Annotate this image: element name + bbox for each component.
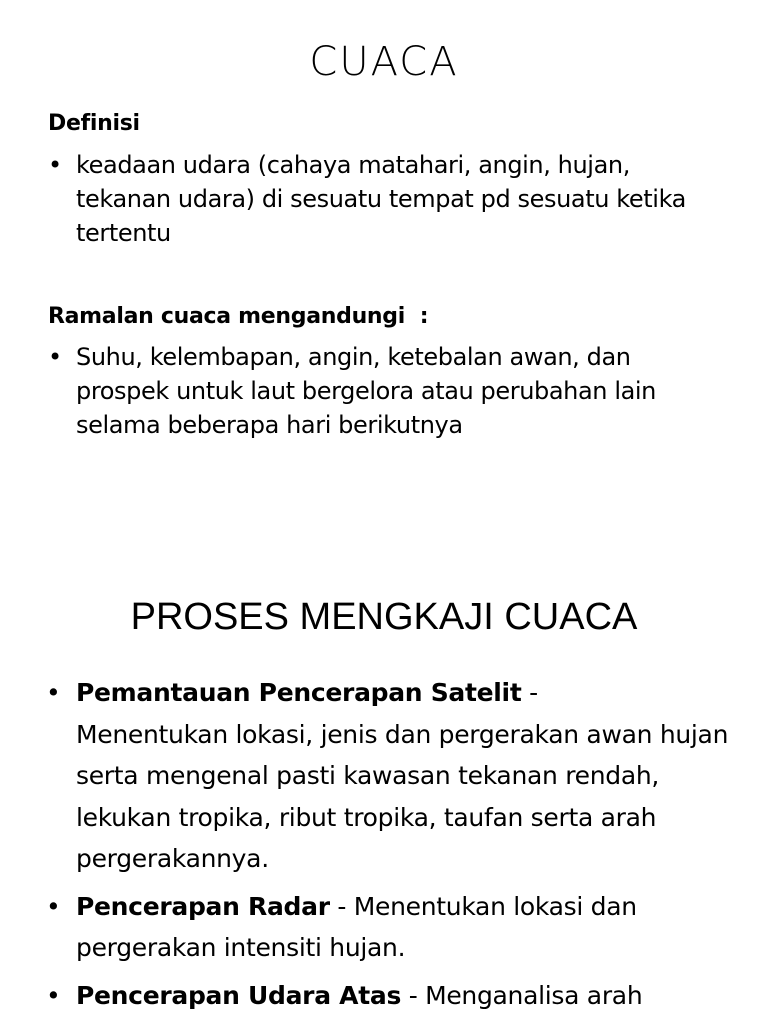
item-description: Menentukan lokasi, jenis dan pergerakan awan hujan serta mengenal pasti kawasan tekanan rendah, lekukan tropika, ribut tropika, taufan serta arah pergerakannya.: [76, 719, 729, 873]
item-term: Pencerapan Udara Atas: [76, 980, 402, 1010]
bullet-icon: •: [46, 891, 61, 921]
heading-ramalan: Ramalan cuaca mengandungi :: [48, 304, 429, 329]
proses-list: [46, 672, 736, 1022]
list-item: [46, 886, 736, 969]
definisi-list: [48, 148, 728, 250]
item-description: Menentukan lokasi dan pergerakan intensiti hujan.: [76, 891, 637, 962]
heading-definisi: Definisi: [48, 111, 140, 136]
slide-title-proses: PROSES MENGKAJI CUACA: [130, 596, 638, 638]
list-item: [48, 340, 728, 442]
bullet-icon: •: [46, 980, 61, 1010]
item-separator: -: [401, 980, 426, 1010]
list-item: [46, 672, 736, 880]
slide-title-cuaca: CUACA: [309, 39, 459, 85]
ramalan-list: [48, 340, 728, 442]
bullet-icon: •: [46, 678, 61, 707]
item-term: Pemantauan Pencerapan Satelit: [76, 678, 522, 707]
item-description: Menganalisa arah: [425, 980, 643, 1010]
item-separator: -: [521, 678, 546, 707]
item-term: Pencerapan Radar: [76, 891, 330, 921]
list-item: [48, 148, 728, 250]
list-item: [46, 975, 736, 1017]
item-separator: -: [329, 891, 354, 921]
ramalan-text: Suhu, kelembapan, angin, ketebalan awan, dan prospek untuk laut bergelora atau perubahan lain selama beberapa hari berikutnya: [76, 343, 656, 439]
slide-proses-mengkaji-cuaca: [0, 560, 768, 1024]
bullet-icon: •: [48, 151, 62, 179]
bullet-icon: •: [48, 343, 62, 371]
definisi-text: keadaan udara (cahaya matahari, angin, hujan, tekanan udara) di sesuatu tempat pd sesuatu ketika tertentu: [76, 151, 686, 247]
